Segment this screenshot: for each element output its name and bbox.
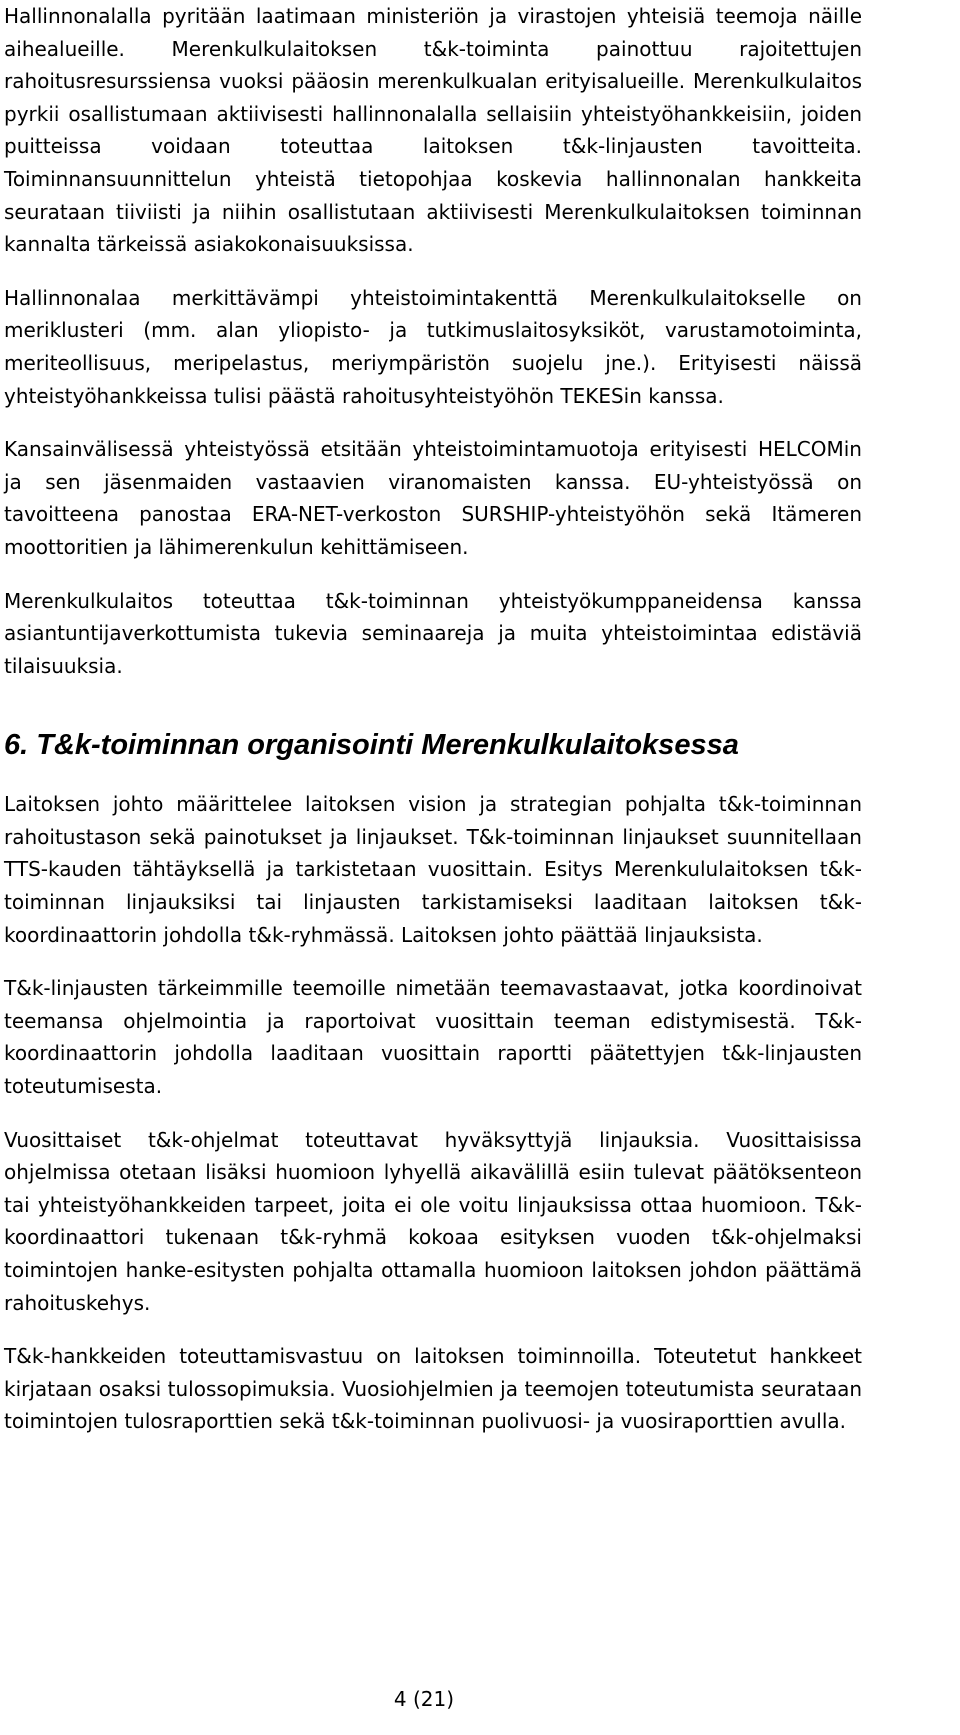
document-page <box>4 0 862 1459</box>
paragraph-vuosiohjelmat: Vuosittaiset t&k-ohjelmat toteuttavat hyväksyttyjä linjauksia. Vuosittaisissa ohjelmissa otetaan lisäksi huomioon lyhyellä aikavälillä esiin tulevat päätöksenteon tai yhteistyöhankkeiden tarpeet, joita ei ole voitu linjauksissa ottaa huomioon. T&k-koordinaattori tukenaan t&k-ryhmä kokoaa esityksen vuoden t&k-ohjelmaksi toimintojen hanke-esitysten pohjalta ottamalla huomioon laitoksen johdon päättämä rahoituskehys. <box>4 1127 862 1315</box>
paragraph-kansainvalinen-yhteistyo: Kansainvälisessä yhteistyössä etsitään yhteistoimintamuotoja erityisesti HELCOMin ja sen jäsenmaiden vastaavien viranomaisten kanssa. EU-yhteistyössä on tavoitteena panostaa ERA-NET-verkoston SURSHIP-yhteistyöhön sekä Itämeren moottoritien ja lähimerenkulun kehittämiseen. <box>4 437 862 559</box>
page-number: 4 (21) <box>393 1687 455 1711</box>
section-heading: 6. T&k-toiminnan organisointi Merenkulkulaitoksessa <box>4 729 739 762</box>
paragraph-teemavastaavat: T&k-linjausten tärkeimmille teemoille nimetään teemavastaavat, jotka koordinoivat teemansa ohjelmointia ja raportoivat vuosittain teeman edistymisestä. T&k-koordinaattorin johdolla laaditaan vuosittain raportti päätettyjen t&k-linjausten toteutumisesta. <box>4 976 862 1099</box>
paragraph-meriklusteri: Hallinnonalaa merkittävämpi yhteistoimintakenttä Merenkulkulaitokselle on meriklusteri (mm. alan yliopisto- ja tutkimuslaitosyksiköt, varustamotoiminta, meriteollisuus, meripelastus, meriympäristön suojelu jne.). Erityisesti näissä yhteistyöhankkeissa tulisi päästä rahoitusyhteistyöhön TEKESin kanssa. <box>4 285 862 408</box>
paragraph-hallinnonala-teemat: Hallinnonalalla pyritään laatimaan ministeriön ja virastojen yhteisiä teemoja näille aihealueille. Merenkulkulaitoksen t&k-toiminta painottuu rajoitettujen rahoitusresurssiensa vuoksi pääosin merenkulkualan erityisalueille. Merenkulkulaitos pyrkii osallistumaan aktiivisesti hallinnonalalla sellaisiin yhteistyöhankkeisiin, joiden puitteissa voidaan toteuttaa laitoksen t&k-linjausten tavoitteita. Toiminnansuunnittelun yhteistä tietopohjaa koskevia hallinnonalan hankkeita seurataan tiiviisti ja niihin osallistutaan aktiivisesti Merenkulkulaitoksen toiminnan kannalta tärkeissä asiakokonaisuuksissa. <box>4 4 862 257</box>
paragraph-toteuttamisvastuu: T&k-hankkeiden toteuttamisvastuu on laitoksen toiminnoilla. Toteutetut hankkeet kirjataan osaksi tulossopimuksia. Vuosiohjelmien ja teemojen toteutumista seurataan toimintojen tulosraporttien sekä t&k-toiminnan puolivuosi- ja vuosiraporttien avulla. <box>4 1344 862 1434</box>
paragraph-johto-linjaukset: Laitoksen johto määrittelee laitoksen vision ja strategian pohjalta t&k-toiminnan rahoitustason sekä painotukset ja linjaukset. T&k-toiminnan linjaukset suunnitellaan TTS-kauden tähtäyksellä ja tarkistetaan vuosittain. Esitys Merenkululaitoksen t&k-toiminnan linjauksiksi tai linjausten tarkistamiseksi laaditaan laitoksen t&k-koordinaattorin johdolla t&k-ryhmässä. Laitoksen johto päättää linjauksista. <box>4 792 862 947</box>
paragraph-seminaarit: Merenkulkulaitos toteuttaa t&k-toiminnan yhteistyökumppaneidensa kanssa asiantuntijaverkottumista tukevia seminaareja ja muita yhteistoimintaa edistäviä tilaisuuksia. <box>4 588 862 678</box>
